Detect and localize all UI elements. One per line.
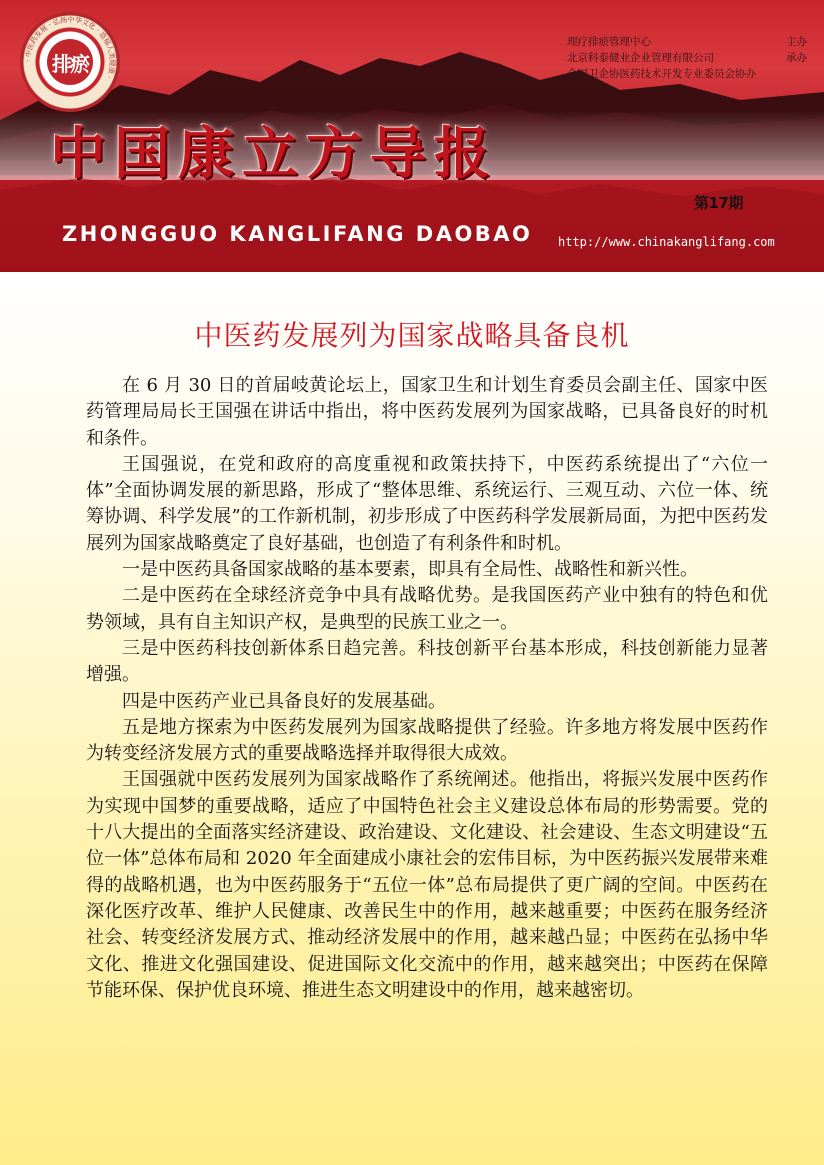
paragraph: 一是中医药具备国家战略的基本要素，即具有全局性、战略性和新兴性。 (122, 559, 698, 581)
sponsor-row (567, 66, 807, 82)
logo-ring-text: · 中医药发展 · 弘扬中华文化 · 造福人类健康 · (23, 15, 117, 80)
article-headline: 中医药发展列为国家战略具备良机 (194, 319, 630, 352)
website-url: http://www.chinakanglifang.com (558, 235, 775, 249)
sponsor-org: 全国卫企协医药技术开发专业委员会协办 (567, 68, 756, 80)
paragraph: 五是地方探索为中医药发展列为国家战略提供了经验。许多地方将发展中医药作为转变经济发展方式的重要战略选择并取得很大成效。 (86, 716, 768, 765)
paragraph: 三是中医药科技创新体系日趋完善。科技创新平台基本形成，科技创新能力显著增强。 (86, 637, 768, 686)
masthead (0, 0, 824, 272)
paragraph: 王国强说，在党和政府的高度重视和政策扶持下，中医药系统提出了“六位一体”全面协调发展的新思路，形成了“整体思维、系统运行、三观互动、六位一体、统筹协调、科学发展”的工作新机制，初步形成了中医药科学发展新局面，为把中医药发展列为国家战略奠定了良好基础，也创造了有利条件和时机。 (86, 453, 768, 554)
logo-mark: 排瘀 (47, 39, 93, 85)
article-body (86, 373, 768, 1004)
sponsor-row (567, 34, 807, 50)
svg-text:· 中医药发展 · 弘扬中华文化 · 造福人类健康 · (23, 15, 117, 80)
paragraph: 四是中医药产业已具备良好的发展基础。 (122, 690, 446, 712)
paragraph: 王国强就中医药发展列为国家战略作了系统阐述。他指出，将振兴发展中医药作为实现中国梦的重要战略，适应了中国特色社会主义建设总体布局的形势需要。党的十八大提出的全面落实经济建设、政治建设、文化建设、社会建设、生态文明建设“五位一体”总体布局和 2020 年全面建成小康社会的宏伟目标，为中医药振兴发展带来难得的战略机遇，也为中医药服务于“五位一体”总布局提供了更广阔的空间。中医药在深化医疗改革、维护人民健康、改善民生中的作用，越来越重要；中医药在服务经济社会、转变经济发展方式、推动经济发展中的作用，越来越凸显；中医药在弘扬中华文化、推进文化强国建设、促进国际文化交流中的作用，越来越突出；中医药在保障节能环保、保护优良环境、推进生态文明建设中的作用，越来越密切。 (86, 769, 768, 1001)
sponsor-role: 主办 (786, 36, 807, 48)
issue-number: 第17期 (694, 194, 743, 212)
sponsor-org: 理疗排瘀管理中心 (567, 36, 651, 48)
newspaper-title-pinyin: ZHONGGUO KANGLIFANG DAOBAO (62, 222, 533, 246)
paragraph: 在 6 月 30 日的首届岐黄论坛上，国家卫生和计划生育委员会副主任、国家中医药管理局局长王国强在讲话中指出，将中医药发展列为国家战略，已具备良好的时机和条件。 (86, 375, 768, 449)
paragraph: 二是中医药在全球经济竞争中具有战略优势。是我国医药产业中独有的特色和优势领域，具有自主知识产权，是典型的民族工业之一。 (86, 585, 768, 633)
sponsor-row (567, 50, 807, 66)
logo-ring-icon (20, 12, 120, 112)
sponsor-role: 承办 (786, 52, 807, 64)
sponsor-org: 北京科泰健业企业管理有限公司 (567, 52, 714, 64)
logo (20, 12, 120, 112)
sponsor-list (567, 34, 807, 82)
newspaper-title: 中国康立方导报 (50, 121, 498, 187)
